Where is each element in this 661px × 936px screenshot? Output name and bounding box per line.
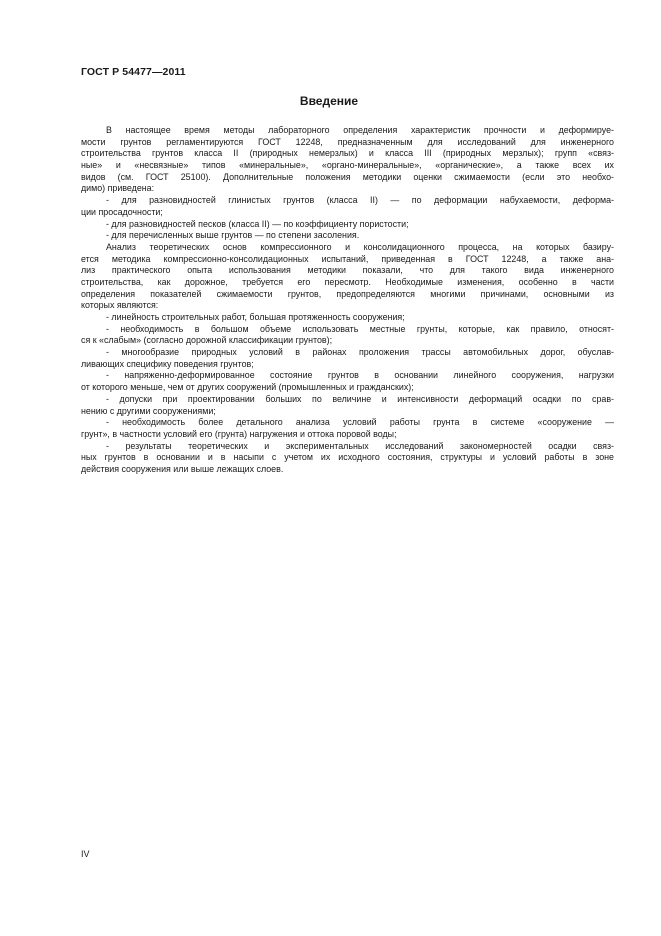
- text-line: строительства, как дорожное, требуется его пересмотр. Необходимые изменения, особенно в части: [81, 276, 614, 287]
- text-line: Анализ теоретических основ компрессионного и консолидационного процесса, на которых базиру-: [106, 241, 614, 252]
- text-line: ные» и «несвязные» типов «минеральные», «органо-минеральные», «органические», а также всех их: [81, 160, 614, 171]
- text-line: - для разновидностей песков (класса II) — по коэффициенту пористости;: [106, 218, 409, 229]
- text-line: которых являются:: [81, 300, 159, 311]
- section-title: Введение: [299, 94, 359, 108]
- text-line: определения показателей сжимаемости грунтов, предопределяются многими причинами, основными из: [81, 288, 614, 299]
- text-line: - для перечисленных выше грунтов — по степени засоления.: [106, 230, 360, 241]
- text-line: димо) приведена:: [81, 183, 155, 194]
- text-line: ется методика компрессионно-консолидационных испытаний, приведенная в ГОСТ 12248, а также ана-: [81, 253, 614, 264]
- text-line: - напряженно-деформированное состояние грунтов в основании линейного сооружения, нагрузки: [106, 370, 614, 381]
- text-line: В настоящее время методы лабораторного определения характеристик прочности и деформируе-: [106, 125, 614, 135]
- text-line: лиз практического опыта использования методики показали, что для такого вида инженерного: [81, 265, 614, 276]
- text-line: нению с другими сооружениями;: [81, 405, 216, 416]
- text-line: - для разновидностей глинистых грунтов (класса II) — по деформации набухаемости, деформа-: [106, 195, 614, 206]
- text-line: ции просадочности;: [81, 206, 163, 217]
- text-line: строительства грунтов класса II (природных немерзлых) и класса III (природных мерзлых); групп «связ-: [81, 148, 614, 159]
- text-line: ных грунтов в основании и в насыпи с учетом их исходного состояния, структуры и условий работы в зоне: [81, 452, 614, 463]
- document-body: [81, 125, 614, 476]
- text-line: - допуски при проектировании больших по величине и интенсивности деформаций осадки по срав-: [106, 393, 614, 404]
- text-line: видов (см. ГОСТ 25100). Дополнительные положения методики оценки сжимаемости (если это необхо-: [81, 171, 614, 182]
- text-line: мости грунтов регламентируются ГОСТ 12248, предназначенным для исследований для инженерного: [81, 136, 614, 147]
- text-line: - необходимость в большом объеме использовать местные грунты, которые, как правило, относят-: [106, 323, 614, 334]
- document-header: ГОСТ Р 54477—2011: [81, 66, 186, 78]
- text-line: - необходимость более детального анализа условий работы грунта в системе «сооружение —: [106, 417, 614, 428]
- text-line: - линейность строительных работ, большая протяженность сооружения;: [106, 312, 405, 322]
- text-line: - результаты теоретических и экспериментальных исследований закономерностей осадки связ-: [106, 440, 614, 451]
- text-line: ливающих специфику поведения грунтов;: [81, 358, 254, 369]
- text-line: грунт», в частности условий его (грунта) нагружения и оттока поровой воды;: [81, 428, 397, 439]
- text-line: от которого меньше, чем от других сооружений (промышленных и гражданских);: [81, 382, 414, 393]
- text-line: ся к «слабым» (согласно дорожной классификации грунтов);: [81, 335, 333, 346]
- text-line: действия сооружения или выше лежащих слоев.: [81, 463, 284, 474]
- page-number: IV: [81, 849, 90, 859]
- text-line: - многообразие природных условий в районах проложения трассы автомобильных дорог, обуслав-: [106, 347, 614, 358]
